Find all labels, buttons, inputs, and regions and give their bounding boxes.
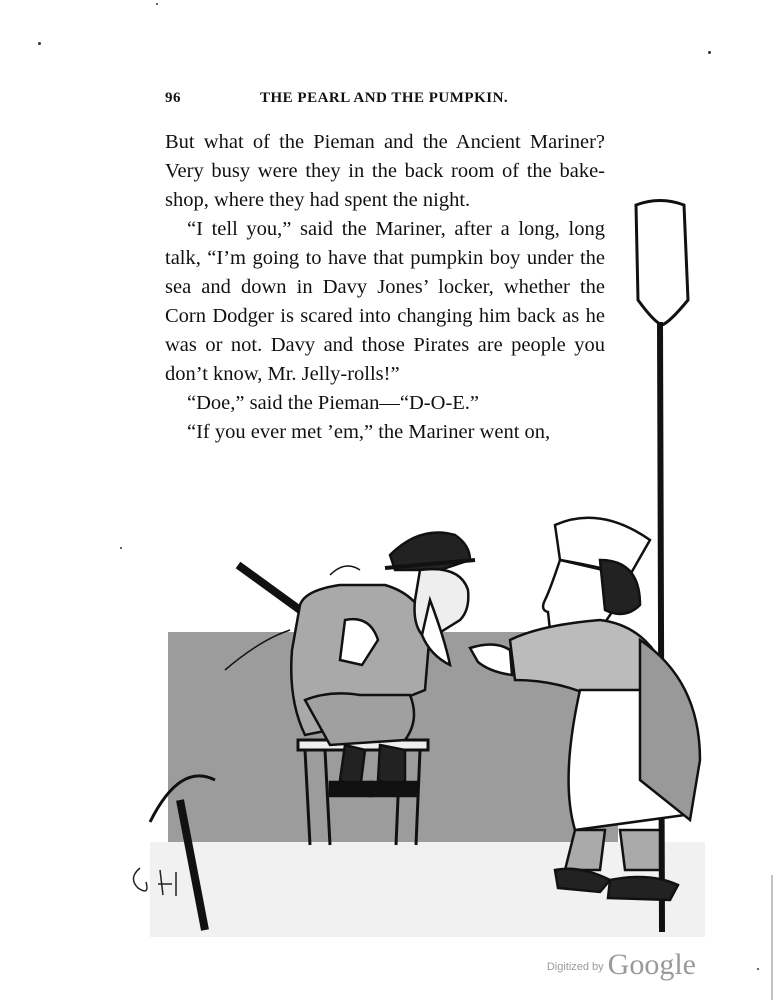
- paragraph-2: “I tell you,” said the Mariner, after a long, long talk, “I’m going to have that pumpkin boy under the sea and down in Davy Jones’ locker, whether the Corn Dodger is scared into changing him back as he was or not. Davy and those Pirates are people you don’t know, Mr. Jelly-rolls!”: [165, 218, 605, 385]
- scan-speck: [708, 51, 711, 54]
- scan-speck: [120, 547, 122, 549]
- running-title: THE PEARL AND THE PUMPKIN.: [260, 90, 509, 106]
- scan-speck: [38, 42, 41, 45]
- scan-speck: [757, 968, 759, 970]
- paragraph-4: “If you ever met ’em,” the Mariner went on,: [187, 421, 551, 443]
- page-number: 96: [165, 90, 181, 106]
- peel-paddle-drawing: [636, 201, 688, 933]
- digitized-watermark: [547, 948, 696, 982]
- digitized-label: Digitized by: [546, 961, 604, 973]
- scan-speck: [156, 3, 158, 5]
- paragraph-3: “Doe,” said the Pieman—“D-O-E.”: [187, 392, 480, 414]
- paragraph-1: But what of the Pieman and the Ancient Mariner? Very busy were they in the back room of the bake-shop, where they had spent the night.: [165, 131, 605, 211]
- google-logo: Google: [607, 948, 696, 981]
